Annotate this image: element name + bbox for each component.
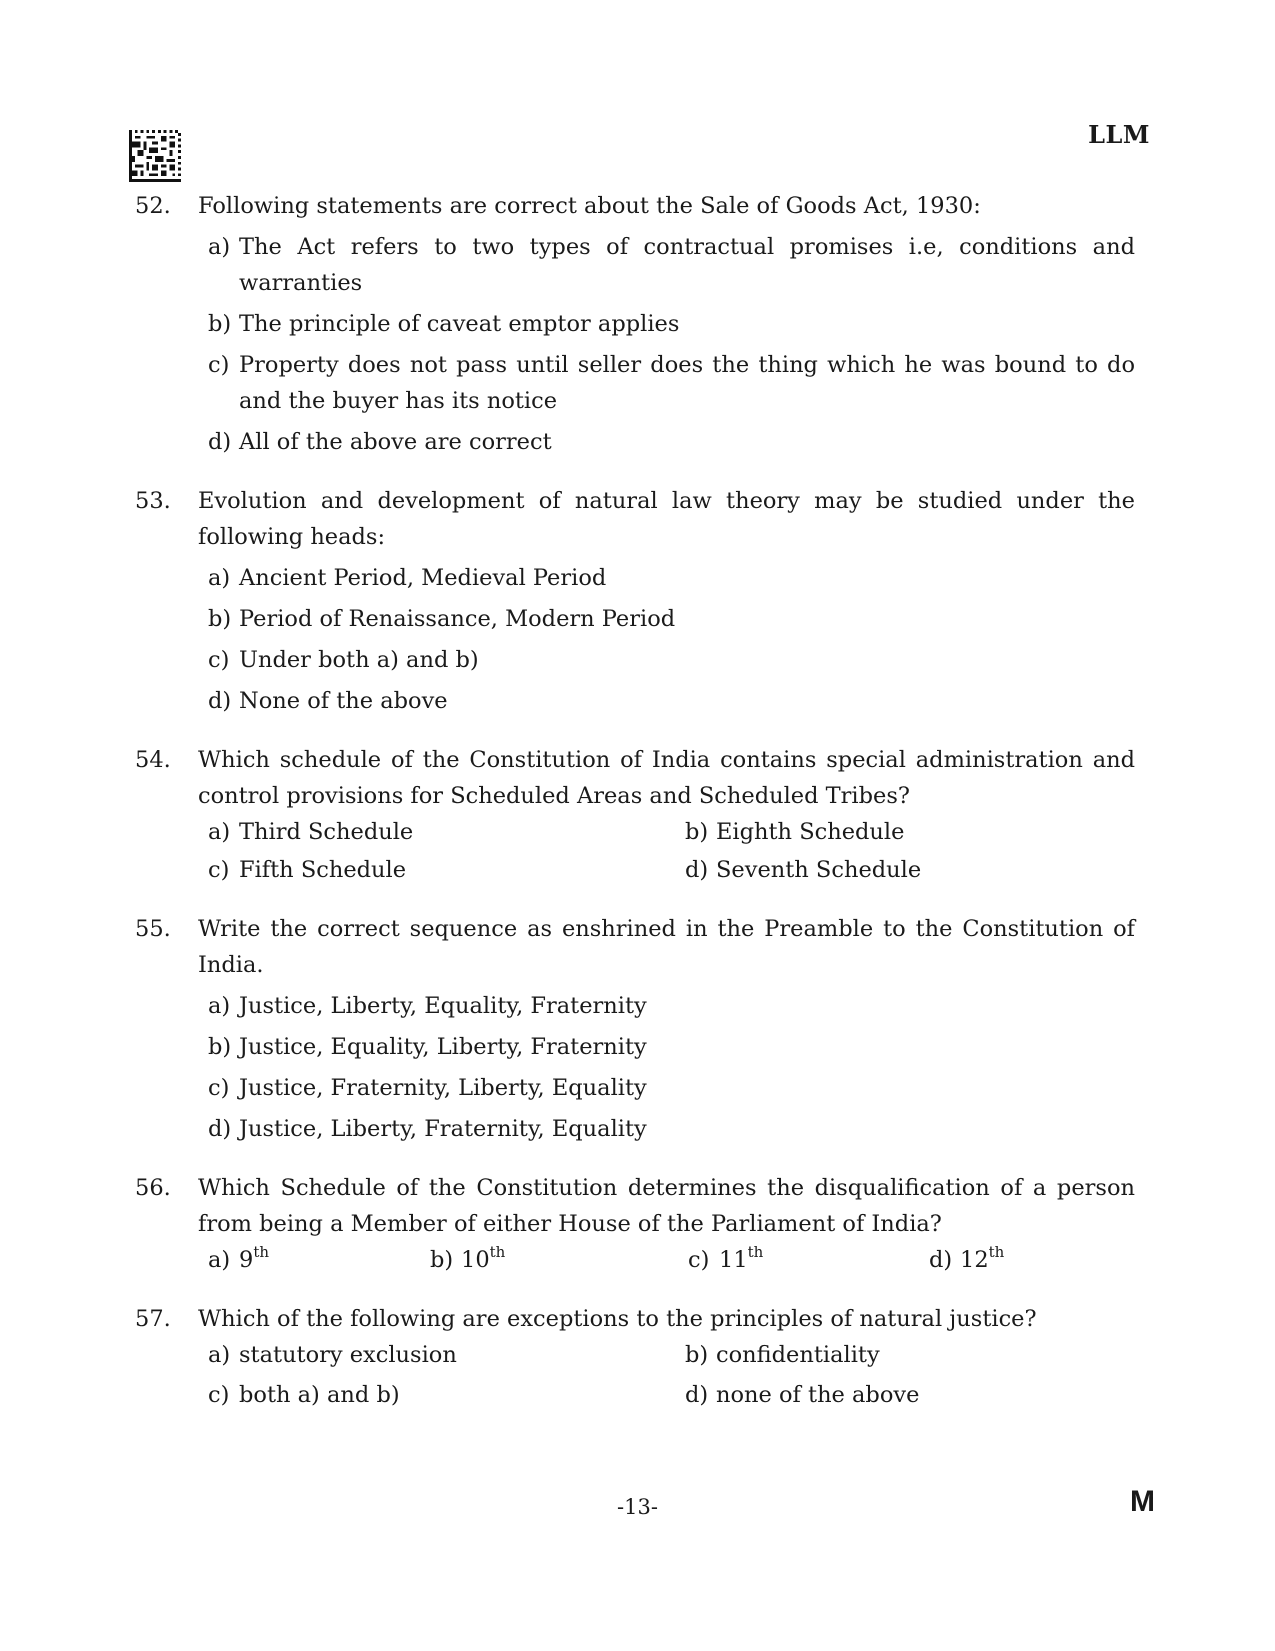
- option-text: The Act refers to two types of contractual promises i.e, conditions and warranties: [239, 234, 1135, 296]
- option-d: [929, 1242, 1135, 1278]
- option-d: [685, 1377, 1135, 1413]
- option-b: [685, 814, 1135, 850]
- qr-code-icon: [128, 130, 182, 182]
- option-label: b): [208, 1034, 232, 1060]
- option-b: [685, 1337, 1135, 1373]
- option-text: Eighth Schedule: [716, 819, 905, 845]
- option-d: [685, 852, 1135, 888]
- option-a: [208, 988, 1135, 1024]
- option-list: [208, 988, 1135, 1147]
- option-list: [208, 229, 1135, 460]
- series-letter: M: [1130, 1485, 1155, 1518]
- option-list: [208, 814, 1135, 888]
- option-label: d): [208, 1116, 232, 1142]
- question-list: [135, 188, 1135, 1436]
- option-label: c): [208, 1382, 230, 1408]
- option-c: [688, 1242, 929, 1278]
- question-56: [135, 1170, 1135, 1278]
- option-b: [208, 306, 1135, 342]
- option-text: Ancient Period, Medieval Period: [239, 565, 607, 591]
- question-57: [135, 1301, 1135, 1413]
- option-list: [208, 1242, 1135, 1278]
- option-text: None of the above: [239, 688, 448, 714]
- option-label: b): [208, 311, 232, 337]
- option-d: [208, 1111, 1135, 1147]
- option-label: d): [685, 857, 709, 883]
- option-list: [208, 560, 1135, 719]
- option-label: b): [685, 819, 709, 845]
- question-number: 56.: [135, 1175, 171, 1201]
- question-55: [135, 911, 1135, 1147]
- option-c: [208, 347, 1135, 419]
- option-label: c): [208, 1075, 230, 1101]
- page-number: -13-: [617, 1495, 658, 1519]
- option-d: [208, 683, 1135, 719]
- option-a: [208, 1242, 430, 1278]
- option-label: d): [208, 429, 232, 455]
- option-label: c): [688, 1247, 710, 1273]
- question-text: Which of the following are exceptions to the principles of natural justice?: [198, 1306, 1037, 1332]
- option-text: Justice, Fraternity, Liberty, Equality: [239, 1075, 647, 1101]
- option-c: [208, 642, 1135, 678]
- option-label: c): [208, 352, 230, 378]
- option-text: Period of Renaissance, Modern Period: [239, 606, 676, 632]
- option-text: Property does not pass until seller does the thing which he was bound to do and the buyer has its notice: [239, 352, 1135, 414]
- option-text: All of the above are correct: [239, 429, 552, 455]
- option-label: b): [685, 1342, 709, 1368]
- option-b: [430, 1242, 688, 1278]
- option-c: [208, 1377, 685, 1413]
- ordinal-suffix: th: [489, 1243, 506, 1261]
- ordinal-suffix: th: [747, 1243, 764, 1261]
- option-list: [208, 1337, 1135, 1413]
- question-text: Evolution and development of natural law theory may be studied under the following heads:: [198, 488, 1135, 550]
- option-label: a): [208, 1342, 231, 1368]
- question-text: Which Schedule of the Constitution determines the disqualification of a person from being a Member of either House of the Parliament of India?: [198, 1175, 1135, 1237]
- option-text: Justice, Liberty, Equality, Fraternity: [239, 993, 647, 1019]
- question-text: Write the correct sequence as enshrined in the Preamble to the Constitution of India.: [198, 916, 1135, 978]
- option-text: 9th: [239, 1243, 270, 1273]
- option-text: 11th: [719, 1243, 764, 1273]
- option-a: [208, 1337, 685, 1373]
- option-a: [208, 814, 685, 850]
- question-text: Following statements are correct about the Sale of Goods Act, 1930:: [198, 193, 981, 219]
- option-label: b): [208, 606, 232, 632]
- option-label: d): [929, 1247, 953, 1273]
- option-a: [208, 229, 1135, 301]
- question-54: [135, 742, 1135, 888]
- option-b: [208, 1029, 1135, 1065]
- option-label: a): [208, 234, 231, 260]
- option-label: c): [208, 647, 230, 673]
- option-text: Justice, Liberty, Fraternity, Equality: [239, 1116, 647, 1142]
- option-c: [208, 1070, 1135, 1106]
- option-text: statutory exclusion: [239, 1342, 457, 1368]
- option-label: b): [430, 1247, 454, 1273]
- option-label: a): [208, 565, 231, 591]
- option-a: [208, 560, 1135, 596]
- option-text: Third Schedule: [239, 819, 414, 845]
- option-label: c): [208, 857, 230, 883]
- option-c: [208, 852, 685, 888]
- option-label: d): [685, 1382, 709, 1408]
- option-text: 12th: [960, 1243, 1005, 1273]
- option-text: The principle of caveat emptor applies: [239, 311, 680, 337]
- option-text: Justice, Equality, Liberty, Fraternity: [239, 1034, 647, 1060]
- question-number: 54.: [135, 747, 171, 773]
- option-text: 10th: [461, 1243, 506, 1273]
- option-text: Under both a) and b): [239, 647, 479, 673]
- ordinal-suffix: th: [253, 1243, 270, 1261]
- question-number: 55.: [135, 916, 171, 942]
- option-label: a): [208, 1247, 231, 1273]
- option-label: a): [208, 993, 231, 1019]
- question-number: 53.: [135, 488, 171, 514]
- option-b: [208, 601, 1135, 637]
- option-d: [208, 424, 1135, 460]
- question-52: [135, 188, 1135, 460]
- option-text: confidentiality: [716, 1342, 880, 1368]
- option-text: Seventh Schedule: [716, 857, 922, 883]
- option-text: Fifth Schedule: [239, 857, 407, 883]
- question-text: Which schedule of the Constitution of India contains special administration and control provisions for Scheduled Areas and Scheduled Tribes?: [198, 747, 1135, 809]
- option-text: both a) and b): [239, 1382, 400, 1408]
- exam-code: LLM: [1088, 120, 1150, 149]
- option-label: d): [208, 688, 232, 714]
- question-53: [135, 483, 1135, 719]
- option-label: a): [208, 819, 231, 845]
- question-number: 57.: [135, 1306, 171, 1332]
- ordinal-suffix: th: [988, 1243, 1005, 1261]
- question-number: 52.: [135, 193, 171, 219]
- option-text: none of the above: [716, 1382, 920, 1408]
